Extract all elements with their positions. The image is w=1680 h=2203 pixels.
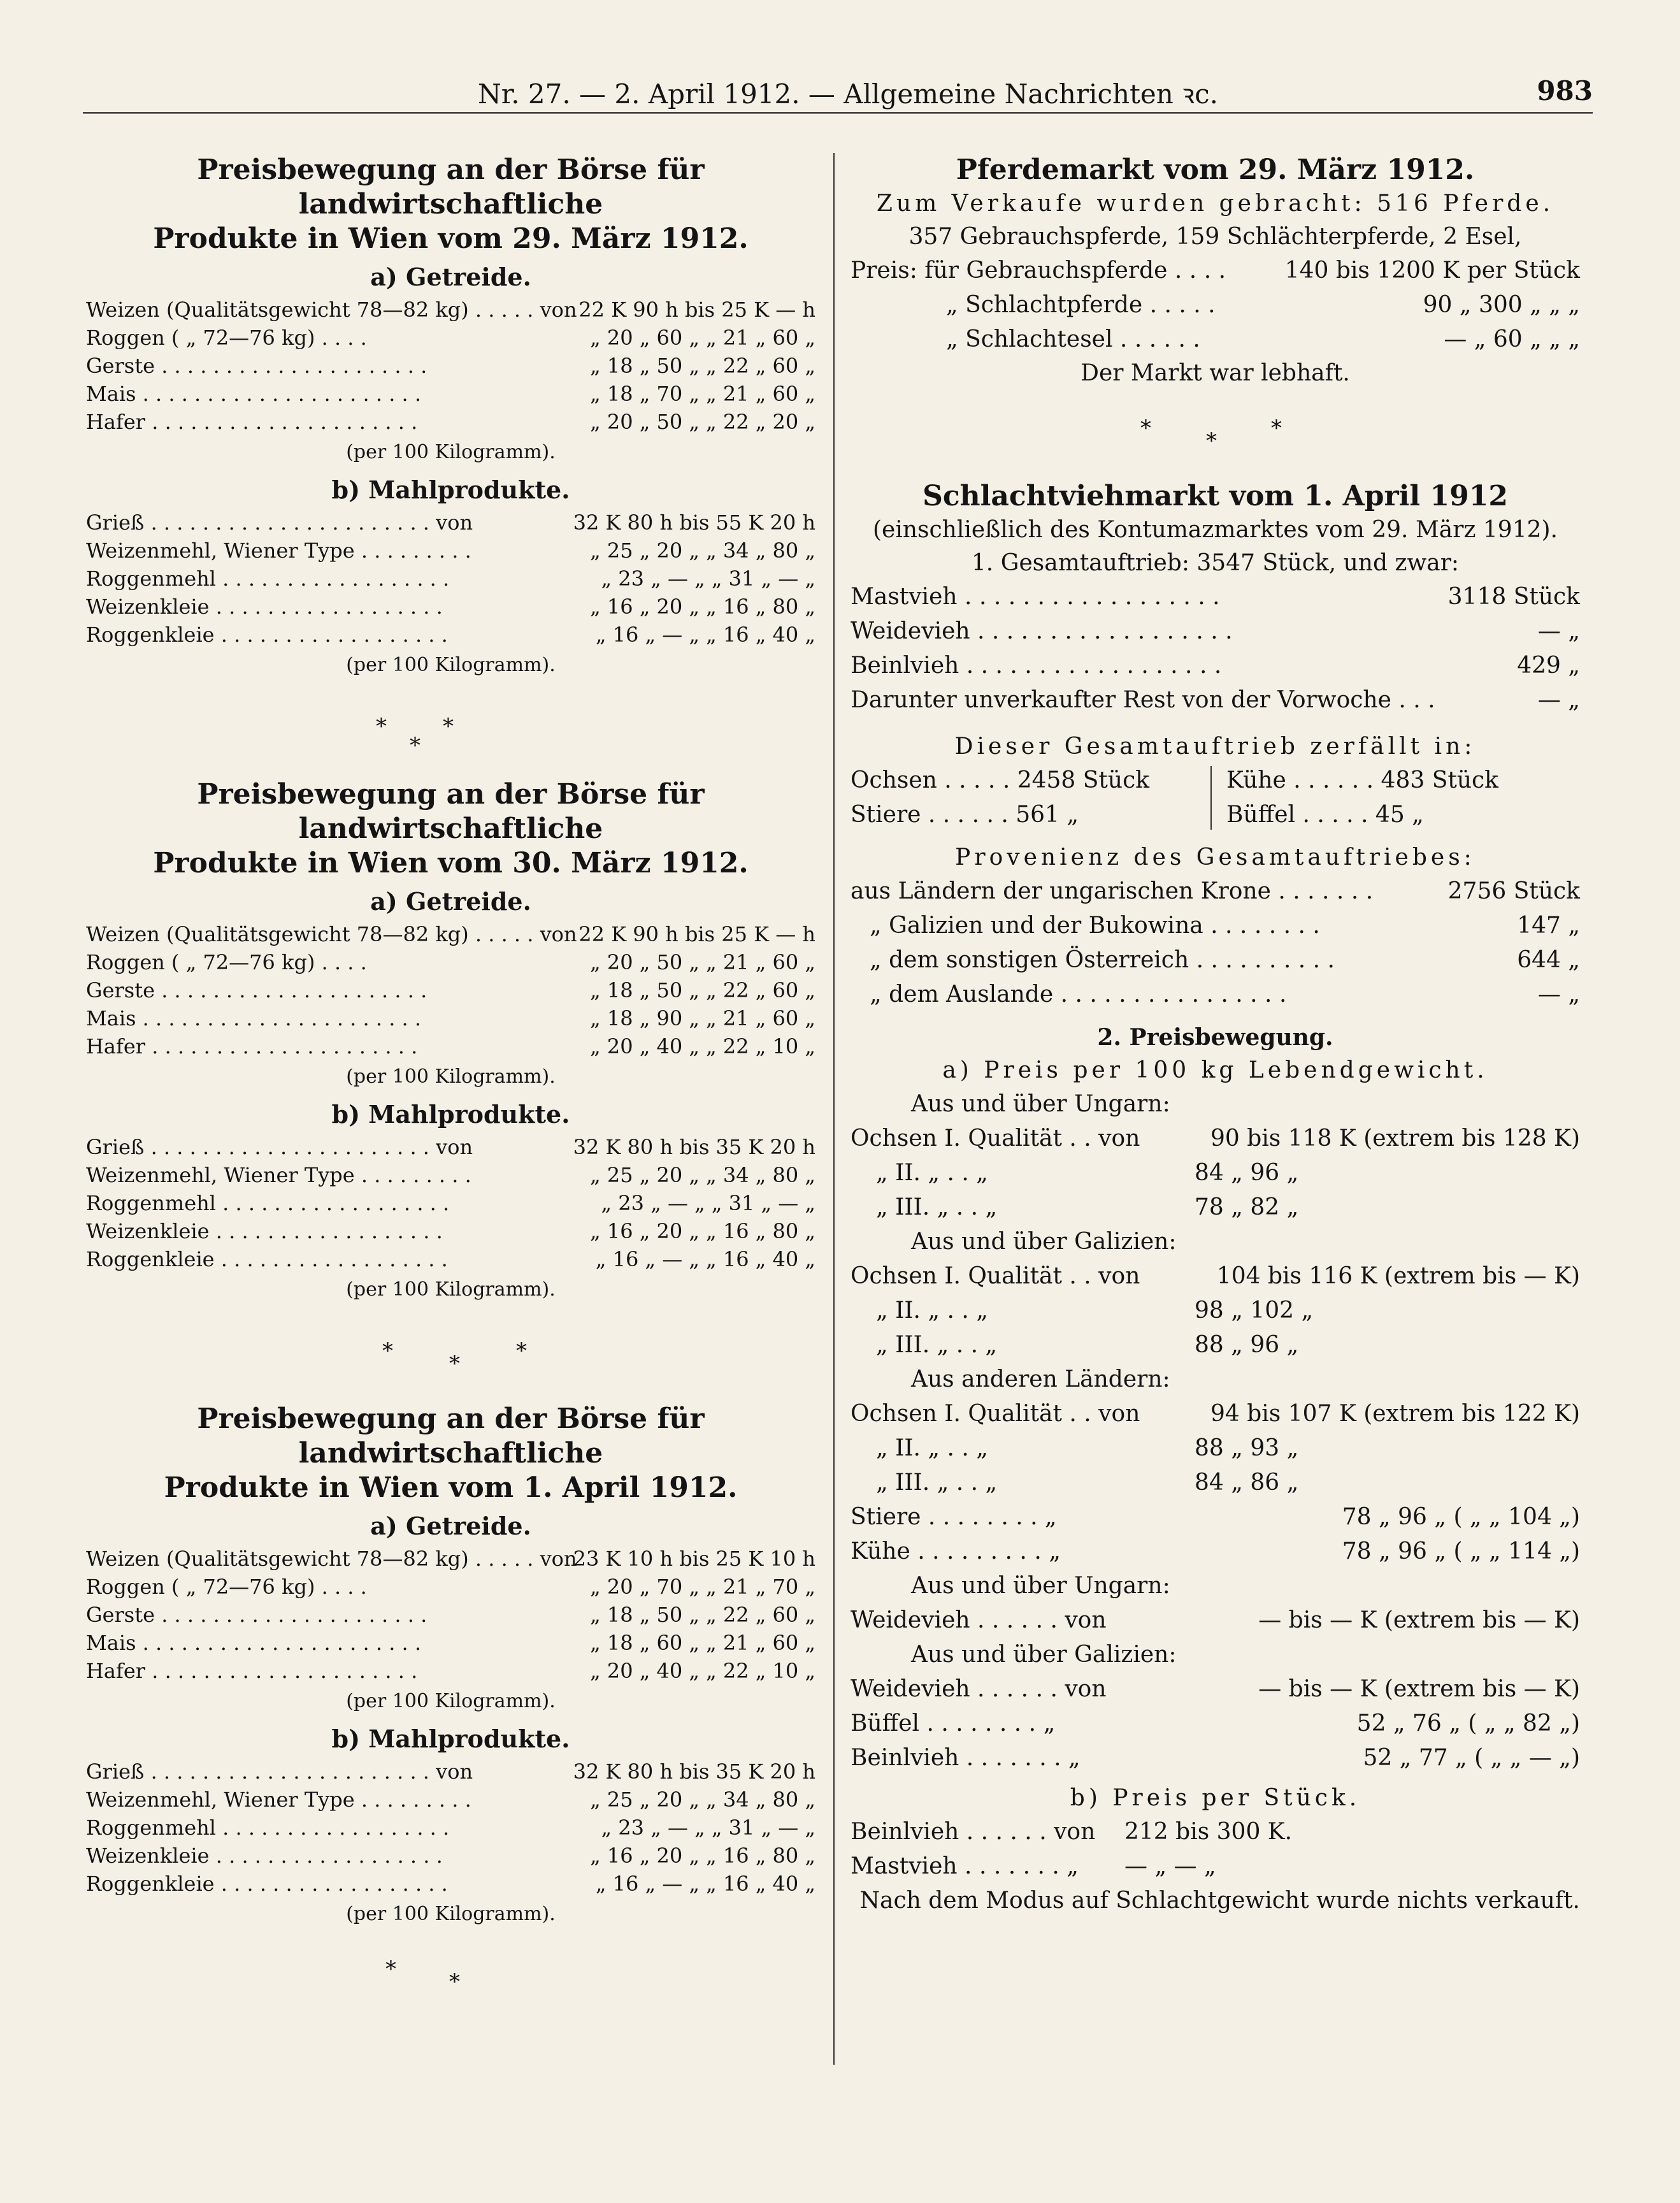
horse-breakdown-line: 357 Gebrauchspferde, 159 Schlächterpferde, 2 Esel, [908, 224, 1522, 250]
row-values: 90 „ 300 „ „ „ [1423, 292, 1580, 318]
row-label: Gerste . . . . . . . . . . . . . . . . . . . . . [86, 978, 427, 1002]
row-values: 104 bis 116 K (extrem bis — K) [1216, 1263, 1580, 1289]
row-values: — bis — K (extrem bis — K) [1258, 1607, 1580, 1633]
row-values: „ 18 „ 70 „ „ 21 „ 60 „ [590, 382, 815, 406]
row-label: Weizenmehl, Wiener Type . . . . . . . . . [86, 1163, 471, 1187]
table-row [86, 1004, 815, 1032]
table-row [851, 978, 1580, 1012]
table-row [86, 1842, 815, 1870]
row-label: „ II. „ . . „ [876, 1160, 988, 1186]
asterisk: * [449, 1351, 460, 1376]
asterism-separator [86, 688, 815, 777]
row-label: Weizen (Qualitätsgewicht 78—82 kg) . . . . . von [86, 1547, 577, 1571]
split-cell: Büffel . . . . . 45 „ [1226, 802, 1424, 828]
row-label: Hafer . . . . . . . . . . . . . . . . . . . . . [86, 1659, 418, 1683]
exchange-section-2 [86, 777, 815, 1304]
table-row [86, 1870, 815, 1898]
unit-note: (per 100 Kilogramm). [346, 1690, 556, 1712]
page-header [83, 75, 1593, 113]
table-row [86, 593, 815, 621]
row-label: Gerste . . . . . . . . . . . . . . . . . . . . . [86, 1603, 427, 1627]
split-cell: Stiere . . . . . . 561 „ [851, 802, 1079, 828]
table-row [851, 1259, 1580, 1294]
row-values: 22 K 90 h bis 25 K — h [578, 922, 815, 946]
table-row [851, 1294, 1580, 1328]
row-values: 52 „ 76 „ ( „ „ 82 „) [1356, 1710, 1580, 1737]
section-title-line2: Produkte in Wien vom 1. April 1912. [164, 1471, 738, 1504]
row-label: Roggenkleie . . . . . . . . . . . . . . . . . . [86, 1872, 448, 1896]
row-values: „ 23 „ — „ „ 31 „ — „ [601, 1191, 815, 1215]
table-row [86, 352, 815, 380]
table-row [86, 1758, 815, 1786]
table-row [851, 1672, 1580, 1707]
split-divider [1210, 766, 1212, 830]
row-values: „ 16 „ 20 „ „ 16 „ 80 „ [590, 1844, 815, 1868]
row-values: „ 18 „ 90 „ „ 21 „ 60 „ [590, 1006, 815, 1030]
row-label: „ III. „ . . „ [876, 1194, 998, 1220]
exchange-section-3 [86, 1402, 815, 1928]
price-row [851, 254, 1580, 288]
table-row [86, 948, 815, 976]
table-row [86, 1161, 815, 1189]
row-values: 140 bis 1200 K per Stück [1284, 257, 1580, 284]
table-row [86, 296, 815, 324]
live-weight-heading: a) Preis per 100 kg Lebendgewicht. [942, 1057, 1488, 1083]
row-values: 429 „ [1517, 653, 1580, 679]
row-label: „ II. „ . . „ [876, 1435, 988, 1461]
asterisk: * [449, 1969, 460, 1995]
total-supply-heading: 1. Gesamtauftrieb: 3547 Stück, und zwar: [971, 550, 1460, 576]
table-row [851, 683, 1580, 718]
unit-note: (per 100 Kilogramm). [346, 1065, 556, 1088]
row-values: 88 „ 93 „ [1195, 1435, 1299, 1461]
row-label: Roggenmehl . . . . . . . . . . . . . . . . . . [86, 567, 450, 591]
row-label: Weidevieh . . . . . . von [851, 1607, 1107, 1633]
row-values: 32 K 80 h bis 55 K 20 h [573, 510, 815, 535]
group-heading-text: Aus und über Galizien: [911, 1229, 1177, 1255]
row-values: „ 23 „ — „ „ 31 „ — „ [601, 1816, 815, 1840]
row-values: 78 „ 82 „ [1195, 1194, 1299, 1220]
row-values: „ 20 „ 40 „ „ 22 „ 10 „ [590, 1034, 815, 1058]
row-label: Roggenmehl . . . . . . . . . . . . . . . . . . [86, 1191, 450, 1215]
row-label: Roggenkleie . . . . . . . . . . . . . . . . . . [86, 623, 448, 647]
table-row [86, 1629, 815, 1657]
table-row [851, 1815, 1580, 1849]
asterisk: * [1140, 415, 1151, 441]
table-row [86, 1189, 815, 1217]
row-label: Gerste . . . . . . . . . . . . . . . . . . . . . [86, 354, 427, 378]
group-heading [851, 1225, 1580, 1259]
group-heading-text: Aus und über Ungarn: [911, 1573, 1170, 1599]
row-values: 94 bis 107 K (extrem bis 122 K) [1210, 1401, 1580, 1427]
row-label: „ dem Auslande . . . . . . . . . . . . . . . . [870, 981, 1287, 1008]
table-row [86, 1786, 815, 1814]
row-values: — „ 60 „ „ „ [1444, 326, 1580, 352]
row-values: 2756 Stück [1447, 878, 1580, 904]
asterisk: * [1271, 415, 1282, 441]
section-title-line1: Preisbewegung an der Börse für landwirtschaftliche [197, 778, 705, 845]
row-label: Beinlvieh . . . . . . von [851, 1819, 1096, 1845]
flour-heading: b) Mahlprodukte. [331, 1724, 570, 1753]
table-row [86, 537, 815, 565]
row-values: „ 18 „ 50 „ „ 22 „ 60 „ [590, 978, 815, 1002]
row-label: Roggenkleie . . . . . . . . . . . . . . . . . . [86, 1247, 448, 1271]
table-row [851, 1500, 1580, 1535]
row-label: Grieß . . . . . . . . . . . . . . . . . . . . . . von [86, 1759, 473, 1784]
row-label: „ III. „ . . „ [876, 1332, 998, 1358]
column-divider [833, 153, 835, 2065]
table-row [86, 920, 815, 948]
table-row [851, 614, 1580, 649]
row-values: „ 20 „ 40 „ „ 22 „ 10 „ [590, 1659, 815, 1683]
row-label: Mais . . . . . . . . . . . . . . . . . . . . . . [86, 1631, 422, 1655]
unit-note: (per 100 Kilogramm). [346, 441, 556, 463]
header-rule [83, 112, 1593, 114]
row-label: Weizenkleie . . . . . . . . . . . . . . . . . . [86, 595, 443, 619]
table-row [851, 909, 1580, 943]
closing-note [851, 1884, 1580, 1918]
row-values: — „ [1537, 618, 1580, 644]
group-heading-text: Aus und über Galizien: [911, 1642, 1177, 1668]
table-row [86, 1573, 815, 1601]
table-row [851, 580, 1580, 614]
asterisk: * [385, 1956, 396, 1982]
asterisk: * [410, 733, 420, 758]
row-values: „ 23 „ — „ „ 31 „ — „ [601, 567, 815, 591]
row-values: 84 „ 96 „ [1195, 1160, 1299, 1186]
table-row [86, 509, 815, 537]
unit-note: (per 100 Kilogramm). [346, 1903, 556, 1925]
asterism-separator [86, 1313, 815, 1402]
row-label: Weidevieh . . . . . . . . . . . . . . . . . . [851, 618, 1233, 644]
asterism-separator [851, 390, 1580, 479]
table-row [851, 1328, 1580, 1362]
table-row [851, 1122, 1580, 1156]
exchange-section-1 [86, 153, 815, 679]
row-values: „ 16 „ 20 „ „ 16 „ 80 „ [590, 595, 815, 619]
row-label: Mastvieh . . . . . . . „ [851, 1853, 1079, 1879]
table-row [86, 565, 815, 593]
row-values: „ 16 „ — „ „ 16 „ 40 „ [595, 1872, 815, 1896]
cattle-market-subtitle: (einschließlich des Kontumazmarktes vom 29. März 1912). [873, 517, 1558, 543]
closing-note-text: Nach dem Modus auf Schlachtgewicht wurde nichts verkauft. [859, 1888, 1580, 1914]
horse-supply-line: Zum Verkaufe wurden gebracht: 516 Pferde. [876, 191, 1554, 217]
table-row [86, 976, 815, 1004]
section-title-line1: Preisbewegung an der Börse für landwirtschaftliche [197, 1403, 705, 1470]
row-label: Weizenmehl, Wiener Type . . . . . . . . . [86, 538, 471, 563]
split-heading: Dieser Gesamtauftrieb zerfällt in: [954, 733, 1476, 760]
table-row [86, 1814, 815, 1842]
table-row [851, 1190, 1580, 1225]
row-values: „ 16 „ — „ „ 16 „ 40 „ [595, 1247, 815, 1271]
row-values: „ 20 „ 70 „ „ 21 „ 70 „ [590, 1575, 815, 1599]
row-label: Weidevieh . . . . . . von [851, 1676, 1107, 1702]
asterisk: * [382, 1338, 393, 1364]
table-row [86, 324, 815, 352]
grain-heading: a) Getreide. [370, 263, 531, 291]
row-values: „ 25 „ 20 „ „ 34 „ 80 „ [590, 1163, 815, 1187]
row-values: 22 K 90 h bis 25 K — h [578, 298, 815, 322]
flour-heading: b) Mahlprodukte. [331, 475, 570, 504]
table-row [851, 1849, 1580, 1884]
group-heading [851, 1638, 1580, 1672]
row-values: 78 „ 96 „ ( „ „ 114 „) [1342, 1538, 1580, 1564]
group-heading [851, 1569, 1580, 1603]
row-label: Kühe . . . . . . . . . „ [851, 1538, 1061, 1564]
table-row [851, 1741, 1580, 1775]
table-row [86, 1245, 815, 1273]
row-label: „ Schlachtpferde . . . . . [946, 292, 1216, 318]
row-label: Roggen ( „ 72—76 kg) . . . . [86, 950, 367, 974]
row-label: „ Schlachtesel . . . . . . [946, 326, 1200, 352]
row-values: 212 bis 300 K. [1124, 1819, 1293, 1845]
row-values: 88 „ 96 „ [1195, 1332, 1299, 1358]
row-values: — „ [1537, 687, 1580, 713]
table-row [86, 1601, 815, 1629]
row-label: Weizenkleie . . . . . . . . . . . . . . . . . . [86, 1844, 443, 1868]
row-label: Weizenmehl, Wiener Type . . . . . . . . . [86, 1788, 471, 1812]
table-row [86, 380, 815, 408]
page-number: 983 [1537, 75, 1593, 106]
row-label: „ Galizien und der Bukowina . . . . . . . . [870, 913, 1320, 939]
section-title-line2: Produkte in Wien vom 30. März 1912. [153, 847, 749, 879]
unit-note: (per 100 Kilogramm). [346, 1278, 556, 1301]
grain-heading: a) Getreide. [370, 887, 531, 916]
table-row [851, 1156, 1580, 1190]
price-row [851, 288, 1580, 322]
group-heading-text: Aus anderen Ländern: [911, 1366, 1170, 1392]
row-label: Grieß . . . . . . . . . . . . . . . . . . . . . . von [86, 1135, 473, 1159]
row-values: „ 25 „ 20 „ „ 34 „ 80 „ [590, 538, 815, 563]
row-label: Beinlvieh . . . . . . . . . . . . . . . . . . [851, 653, 1222, 679]
market-remark: Der Markt war lebhaft. [1081, 360, 1350, 386]
row-label: Ochsen I. Qualität . . von [851, 1401, 1140, 1427]
row-label: Stiere . . . . . . . . „ [851, 1504, 1057, 1530]
row-label: Mais . . . . . . . . . . . . . . . . . . . . . . [86, 382, 422, 406]
row-label: Grieß . . . . . . . . . . . . . . . . . . . . . . von [86, 510, 473, 535]
table-row [851, 1603, 1580, 1638]
per-piece-heading: b) Preis per Stück. [1070, 1785, 1361, 1811]
row-values: 32 K 80 h bis 35 K 20 h [573, 1135, 815, 1159]
row-label: Ochsen I. Qualität . . von [851, 1125, 1140, 1152]
row-values: 84 „ 86 „ [1195, 1470, 1299, 1496]
row-label: Mastvieh . . . . . . . . . . . . . . . . . . [851, 584, 1220, 610]
row-values: 90 bis 118 K (extrem bis 128 K) [1210, 1125, 1580, 1152]
group-heading-text: Aus und über Ungarn: [911, 1091, 1170, 1117]
row-label: Hafer . . . . . . . . . . . . . . . . . . . . . [86, 410, 418, 434]
grain-heading: a) Getreide. [370, 1512, 531, 1540]
group-heading [851, 1087, 1580, 1122]
table-row [86, 1217, 815, 1245]
header-title: Nr. 27. — 2. April 1912. — Allgemeine Nachrichten ꝛc. [478, 78, 1218, 110]
table-row [86, 1545, 815, 1573]
row-values: „ 25 „ 20 „ „ 34 „ 80 „ [590, 1788, 815, 1812]
row-label: Beinlvieh . . . . . . . „ [851, 1745, 1081, 1771]
table-row [851, 874, 1580, 909]
row-label: aus Ländern der ungarischen Krone . . . . . . . [851, 878, 1374, 904]
table-row [86, 1133, 815, 1161]
table-row [86, 408, 815, 436]
row-values: 23 K 10 h bis 25 K 10 h [573, 1547, 815, 1571]
row-label: Roggen ( „ 72—76 kg) . . . . [86, 1575, 367, 1599]
row-values: 78 „ 96 „ ( „ „ 104 „) [1342, 1504, 1580, 1530]
flour-heading: b) Mahlprodukte. [331, 1100, 570, 1129]
row-values: 644 „ [1517, 947, 1580, 973]
row-values: „ 18 „ 50 „ „ 22 „ 60 „ [590, 354, 815, 378]
row-label: Hafer . . . . . . . . . . . . . . . . . . . . . [86, 1034, 418, 1058]
row-values: 32 K 80 h bis 35 K 20 h [573, 1759, 815, 1784]
table-row [851, 1397, 1580, 1431]
row-label: Preis: für Gebrauchspferde . . . . [851, 257, 1226, 284]
row-values: „ 18 „ 60 „ „ 21 „ 60 „ [590, 1631, 815, 1655]
table-row [851, 1431, 1580, 1466]
asterisk: * [1206, 428, 1217, 454]
row-label: Mais . . . . . . . . . . . . . . . . . . . . . . [86, 1006, 422, 1030]
row-label: „ II. „ . . „ [876, 1297, 988, 1324]
row-label: Roggenmehl . . . . . . . . . . . . . . . . . . [86, 1816, 450, 1840]
row-label: Weizen (Qualitätsgewicht 78—82 kg) . . . . . von [86, 298, 577, 322]
cattle-market-section [851, 479, 1580, 1918]
row-values: — „ — „ [1124, 1853, 1216, 1879]
left-column [86, 153, 815, 2026]
horse-market-section [851, 153, 1580, 390]
cattle-market-title: Schlachtviehmarkt vom 1. April 1912 [923, 480, 1508, 512]
section-title-line1: Preisbewegung an der Börse für landwirtschaftliche [197, 154, 705, 220]
table-row [851, 649, 1580, 683]
row-label: Roggen ( „ 72—76 kg) . . . . [86, 326, 367, 350]
row-label: „ dem sonstigen Österreich . . . . . . . . . . [870, 947, 1335, 973]
split-cell: Ochsen . . . . . 2458 Stück [851, 767, 1150, 793]
row-values: 98 „ 102 „ [1195, 1297, 1314, 1324]
price-movement-heading: 2. Preisbewegung. [1097, 1024, 1333, 1051]
row-label: Ochsen I. Qualität . . von [851, 1263, 1140, 1289]
horse-market-title: Pferdemarkt vom 29. März 1912. [956, 154, 1475, 186]
right-column [851, 153, 1580, 1918]
table-row [851, 1707, 1580, 1741]
group-heading [851, 1362, 1580, 1397]
table-row [851, 1466, 1580, 1500]
table-row [86, 1032, 815, 1060]
unit-note: (per 100 Kilogramm). [346, 654, 556, 676]
row-values: — bis — K (extrem bis — K) [1258, 1676, 1580, 1702]
row-values: 3118 Stück [1447, 584, 1580, 610]
table-row [851, 1535, 1580, 1569]
split-table [851, 763, 1580, 834]
row-values: „ 20 „ 60 „ „ 21 „ 60 „ [590, 326, 815, 350]
row-values: „ 20 „ 50 „ „ 22 „ 20 „ [590, 410, 815, 434]
asterisk: * [443, 714, 454, 739]
split-cell: Kühe . . . . . . 483 Stück [1226, 767, 1498, 793]
row-label: Weizen (Qualitätsgewicht 78—82 kg) . . . . . von [86, 922, 577, 946]
row-values: 52 „ 77 „ ( „ „ — „) [1363, 1745, 1580, 1771]
row-label: Darunter unverkaufter Rest von der Vorwoche . . . [851, 687, 1435, 713]
row-label: „ III. „ . . „ [876, 1470, 998, 1496]
section-title-line2: Produkte in Wien vom 29. März 1912. [153, 222, 749, 255]
row-label: Weizenkleie . . . . . . . . . . . . . . . . . . [86, 1219, 443, 1243]
row-values: — „ [1537, 981, 1580, 1008]
asterisk: * [376, 714, 387, 739]
row-label: Büffel . . . . . . . . „ [851, 1710, 1056, 1737]
row-values: „ 20 „ 50 „ „ 21 „ 60 „ [590, 950, 815, 974]
row-values: „ 18 „ 50 „ „ 22 „ 60 „ [590, 1603, 815, 1627]
table-row [86, 1657, 815, 1685]
row-values: „ 16 „ — „ „ 16 „ 40 „ [595, 623, 815, 647]
row-values: „ 16 „ 20 „ „ 16 „ 80 „ [590, 1219, 815, 1243]
asterisk: * [516, 1338, 527, 1364]
table-row [851, 943, 1580, 978]
table-row [86, 621, 815, 649]
asterism-separator [86, 1937, 815, 2026]
price-row [851, 322, 1580, 357]
row-values: 147 „ [1517, 913, 1580, 939]
provenance-heading: Provenienz des Gesamtauftriebes: [955, 844, 1475, 870]
